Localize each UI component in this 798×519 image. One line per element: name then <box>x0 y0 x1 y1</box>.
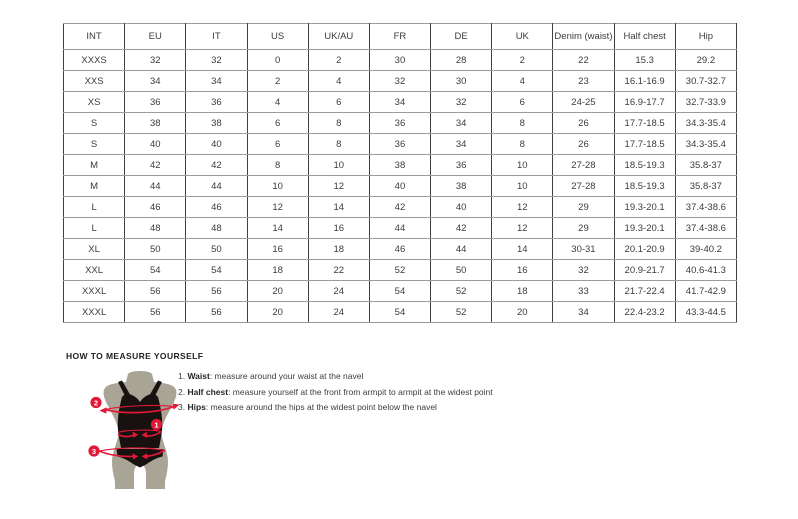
table-cell: M <box>64 155 125 176</box>
measure-item-label: Half chest <box>187 386 229 397</box>
table-cell: 12 <box>492 197 553 218</box>
table-cell: 4 <box>247 92 308 113</box>
table-cell: 42 <box>369 197 430 218</box>
table-row <box>64 218 737 239</box>
table-cell: 44 <box>369 218 430 239</box>
table-cell: 32.7-33.9 <box>675 92 736 113</box>
table-cell: 34 <box>431 113 492 134</box>
table-cell: 56 <box>125 302 186 323</box>
table-cell: 29 <box>553 218 614 239</box>
table-cell: 0 <box>247 50 308 71</box>
table-cell: 17.7-18.5 <box>614 113 675 134</box>
table-row <box>64 50 737 71</box>
table-cell: 56 <box>125 281 186 302</box>
table-cell: 43.3-44.5 <box>675 302 736 323</box>
table-cell: 12 <box>308 176 369 197</box>
table-row <box>64 92 737 113</box>
table-cell: 34 <box>369 92 430 113</box>
table-cell: 32 <box>553 260 614 281</box>
table-cell: 2 <box>247 71 308 92</box>
table-cell: 20 <box>247 281 308 302</box>
table-cell: 30 <box>431 71 492 92</box>
table-cell: 37.4-38.6 <box>675 218 736 239</box>
table-cell: 4 <box>492 71 553 92</box>
measure-item-number: 2. <box>178 386 188 397</box>
table-cell: 30.7-32.7 <box>675 71 736 92</box>
table-cell: 40 <box>125 134 186 155</box>
size-chart-header <box>64 24 737 50</box>
chest-arrowhead-left <box>100 407 107 413</box>
table-cell: 36 <box>125 92 186 113</box>
table-cell: XXXL <box>64 281 125 302</box>
measure-item <box>178 388 493 397</box>
table-cell: 10 <box>492 176 553 197</box>
table-cell: 10 <box>247 176 308 197</box>
table-cell: 20.1-20.9 <box>614 239 675 260</box>
table-row <box>64 281 737 302</box>
table-cell: XXS <box>64 71 125 92</box>
table-cell: 56 <box>186 302 247 323</box>
badge-number: 3 <box>91 446 97 456</box>
table-cell: 29.2 <box>675 50 736 71</box>
table-cell: 40 <box>186 134 247 155</box>
table-cell: 12 <box>247 197 308 218</box>
table-cell: 38 <box>125 113 186 134</box>
table-cell: 41.7-42.9 <box>675 281 736 302</box>
table-cell: 36 <box>369 113 430 134</box>
column-header: US <box>247 24 308 50</box>
table-cell: 32 <box>186 50 247 71</box>
table-cell: 22.4-23.2 <box>614 302 675 323</box>
table-cell: XL <box>64 239 125 260</box>
table-cell: XS <box>64 92 125 113</box>
table-cell: 27-28 <box>553 176 614 197</box>
table-cell: 36 <box>186 92 247 113</box>
table-cell: 34 <box>431 134 492 155</box>
table-cell: 6 <box>492 92 553 113</box>
table-cell: 50 <box>431 260 492 281</box>
table-cell: 36 <box>431 155 492 176</box>
table-cell: 30 <box>369 50 430 71</box>
table-cell: XXXS <box>64 50 125 71</box>
table-cell: 27-28 <box>553 155 614 176</box>
table-cell: 52 <box>369 260 430 281</box>
table-cell: 44 <box>186 176 247 197</box>
table-cell: 34 <box>553 302 614 323</box>
table-row <box>64 176 737 197</box>
table-cell: 44 <box>431 239 492 260</box>
table-cell: 32 <box>125 50 186 71</box>
table-cell: 42 <box>186 155 247 176</box>
table-cell: 40 <box>369 176 430 197</box>
column-header: DE <box>431 24 492 50</box>
table-cell: 24-25 <box>553 92 614 113</box>
table-cell: 48 <box>125 218 186 239</box>
table-cell: 50 <box>125 239 186 260</box>
table-cell: 16.9-17.7 <box>614 92 675 113</box>
measure-badge-hips <box>88 445 99 456</box>
table-cell: 37.4-38.6 <box>675 197 736 218</box>
table-cell: 40.6-41.3 <box>675 260 736 281</box>
table-cell: 4 <box>308 71 369 92</box>
table-cell: 38 <box>186 113 247 134</box>
table-cell: 10 <box>308 155 369 176</box>
table-cell: 18.5-19.3 <box>614 155 675 176</box>
table-cell: 34.3-35.4 <box>675 134 736 155</box>
measure-item <box>178 372 493 381</box>
table-cell: 19.3-20.1 <box>614 197 675 218</box>
table-cell: 18.5-19.3 <box>614 176 675 197</box>
table-cell: 26 <box>553 134 614 155</box>
table-cell: 39-40.2 <box>675 239 736 260</box>
table-cell: 16.1-16.9 <box>614 71 675 92</box>
table-cell: 19.3-20.1 <box>614 218 675 239</box>
table-cell: 32 <box>431 92 492 113</box>
measure-item-text: : measure around your waist at the navel <box>209 371 364 381</box>
measure-section-heading: HOW TO MEASURE YOURSELF <box>66 351 204 361</box>
measure-item-text: : measure around the hips at the widest point below the navel <box>205 402 437 412</box>
table-cell: 54 <box>125 260 186 281</box>
table-cell: 16 <box>492 260 553 281</box>
measure-item-number: 3. <box>178 402 188 412</box>
table-cell: 42 <box>125 155 186 176</box>
column-header: Denim (waist) <box>553 24 614 50</box>
table-cell: 28 <box>431 50 492 71</box>
table-row <box>64 113 737 134</box>
measure-badge-chest <box>90 397 101 408</box>
table-cell: 26 <box>553 113 614 134</box>
table-cell: 46 <box>125 197 186 218</box>
table-row <box>64 155 737 176</box>
table-cell: 20 <box>492 302 553 323</box>
table-cell: M <box>64 176 125 197</box>
table-cell: 52 <box>431 281 492 302</box>
table-cell: 54 <box>369 302 430 323</box>
table-cell: 18 <box>247 260 308 281</box>
column-header: UK <box>492 24 553 50</box>
table-cell: 2 <box>308 50 369 71</box>
table-row <box>64 197 737 218</box>
table-cell: 29 <box>553 197 614 218</box>
table-cell: L <box>64 218 125 239</box>
badge-number: 1 <box>154 420 159 430</box>
table-cell: 18 <box>492 281 553 302</box>
table-cell: L <box>64 197 125 218</box>
table-cell: 8 <box>308 134 369 155</box>
table-cell: 42 <box>431 218 492 239</box>
table-cell: 22 <box>553 50 614 71</box>
column-header: Hip <box>675 24 736 50</box>
size-chart-header-row <box>64 24 737 50</box>
table-cell: 35.8-37 <box>675 155 736 176</box>
table-cell: 16 <box>247 239 308 260</box>
measure-badge-waist <box>151 419 162 430</box>
column-header: EU <box>125 24 186 50</box>
table-cell: S <box>64 134 125 155</box>
measure-item-text: : measure yourself at the front from armpit to armpit at the widest point <box>228 386 493 397</box>
measure-item-label: Hips <box>187 402 206 412</box>
table-cell: 17.7-18.5 <box>614 134 675 155</box>
table-cell: 8 <box>492 134 553 155</box>
table-cell: XXXL <box>64 302 125 323</box>
table-cell: 36 <box>369 134 430 155</box>
table-cell: S <box>64 113 125 134</box>
table-cell: 30-31 <box>553 239 614 260</box>
table-cell: 56 <box>186 281 247 302</box>
column-header: Half chest <box>614 24 675 50</box>
table-cell: 16 <box>308 218 369 239</box>
table-cell: 54 <box>186 260 247 281</box>
table-cell: 6 <box>247 134 308 155</box>
table-cell: 12 <box>492 218 553 239</box>
table-cell: 38 <box>431 176 492 197</box>
table-row <box>64 302 737 323</box>
table-cell: 6 <box>247 113 308 134</box>
table-cell: 32 <box>369 71 430 92</box>
table-cell: 52 <box>431 302 492 323</box>
table-cell: 10 <box>492 155 553 176</box>
table-row <box>64 71 737 92</box>
table-cell: 46 <box>186 197 247 218</box>
table-cell: 24 <box>308 281 369 302</box>
measure-item-number: 1. <box>178 371 188 381</box>
table-cell: 38 <box>369 155 430 176</box>
table-cell: 24 <box>308 302 369 323</box>
measure-item <box>178 403 493 412</box>
table-cell: 50 <box>186 239 247 260</box>
table-row <box>64 260 737 281</box>
table-cell: 48 <box>186 218 247 239</box>
table-cell: 18 <box>308 239 369 260</box>
table-cell: 14 <box>247 218 308 239</box>
table-cell: 34 <box>186 71 247 92</box>
table-cell: 46 <box>369 239 430 260</box>
table-cell: 34 <box>125 71 186 92</box>
table-cell: 14 <box>492 239 553 260</box>
table-cell: 23 <box>553 71 614 92</box>
table-cell: 8 <box>308 113 369 134</box>
table-cell: 22 <box>308 260 369 281</box>
table-row <box>64 134 737 155</box>
table-cell: 6 <box>308 92 369 113</box>
measure-list <box>178 372 493 419</box>
table-cell: 21.7-22.4 <box>614 281 675 302</box>
column-header: FR <box>369 24 430 50</box>
table-cell: 20.9-21.7 <box>614 260 675 281</box>
table-cell: 8 <box>247 155 308 176</box>
table-cell: 20 <box>247 302 308 323</box>
size-chart-table <box>63 23 737 323</box>
column-header: INT <box>64 24 125 50</box>
size-chart-body <box>64 50 737 323</box>
table-cell: 15.3 <box>614 50 675 71</box>
table-cell: XXL <box>64 260 125 281</box>
column-header: IT <box>186 24 247 50</box>
badge-number: 2 <box>93 398 99 408</box>
table-cell: 33 <box>553 281 614 302</box>
column-header: UK/AU <box>308 24 369 50</box>
table-row <box>64 239 737 260</box>
table-cell: 8 <box>492 113 553 134</box>
measure-item-label: Waist <box>187 371 210 381</box>
table-cell: 54 <box>369 281 430 302</box>
table-cell: 35.8-37 <box>675 176 736 197</box>
table-cell: 40 <box>431 197 492 218</box>
table-cell: 34.3-35.4 <box>675 113 736 134</box>
table-cell: 2 <box>492 50 553 71</box>
table-cell: 14 <box>308 197 369 218</box>
table-cell: 44 <box>125 176 186 197</box>
